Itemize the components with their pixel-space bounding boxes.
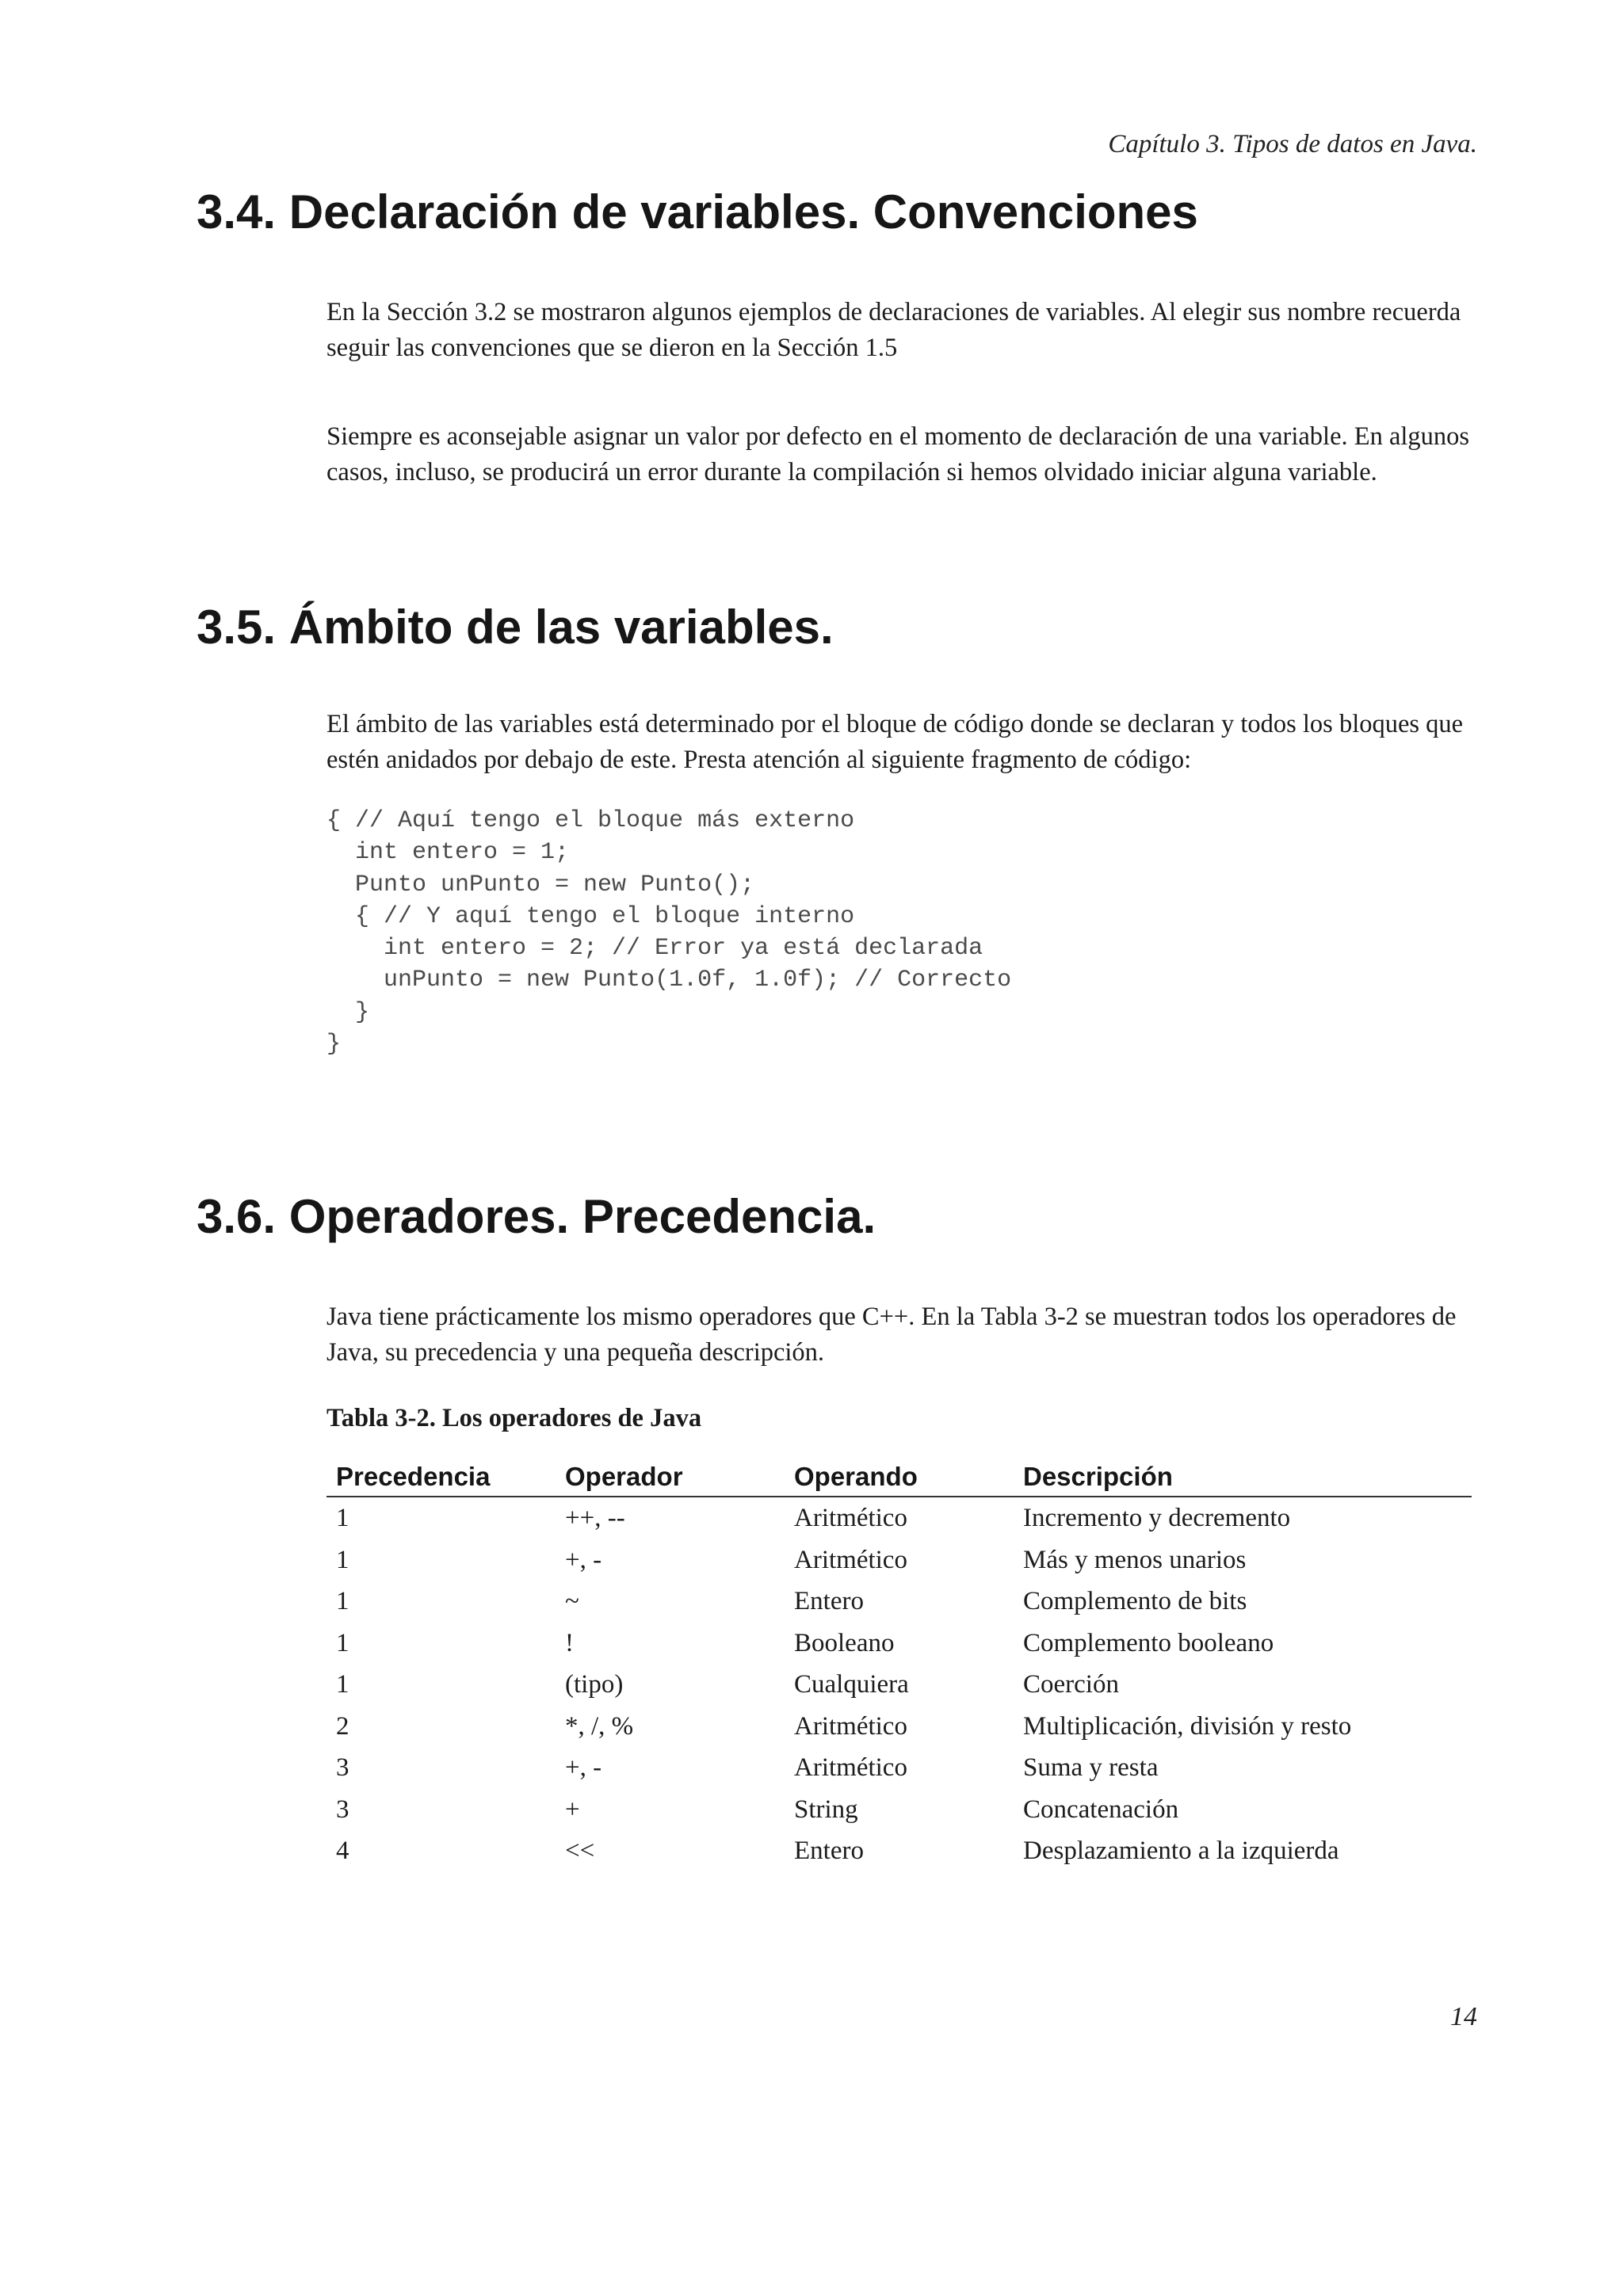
cell-descripcion: Multiplicación, división y resto xyxy=(1023,1711,1352,1741)
section-3-4-paragraph-1: En la Sección 3.2 se mostraron algunos ejemplos de declaraciones de variables. Al elegir sus nombre recuerda seguir las convenciones que se dieron en la Sección 1.5 xyxy=(327,298,1461,362)
table-row xyxy=(327,1539,1472,1581)
column-header-precedencia: Precedencia xyxy=(327,1461,556,1497)
table-row xyxy=(327,1497,1472,1539)
cell-operador: ~ xyxy=(565,1587,579,1615)
table-row xyxy=(327,1706,1472,1748)
cell-descripcion: Concatenación xyxy=(1023,1794,1179,1824)
cell-operando: Booleano xyxy=(794,1628,895,1657)
cell-operando: Entero xyxy=(794,1587,864,1615)
cell-operador: (tipo) xyxy=(565,1670,624,1699)
code-line: int entero = 2; // Error ya está declarada xyxy=(327,935,983,963)
cell-operador: +, - xyxy=(565,1545,602,1574)
cell-precedencia: 1 xyxy=(336,1587,349,1615)
code-line: } xyxy=(327,998,370,1026)
cell-descripcion: Complemento de bits xyxy=(1023,1587,1247,1615)
column-header-descripcion: Descripción xyxy=(1014,1461,1472,1497)
cell-precedencia: 2 xyxy=(336,1711,349,1741)
table-caption: Tabla 3-2. Los operadores de Java xyxy=(327,1404,702,1432)
page-number: 14 xyxy=(1450,2002,1477,2031)
cell-operando: Aritmético xyxy=(794,1753,907,1782)
cell-operando: Entero xyxy=(794,1836,864,1865)
cell-operando: String xyxy=(794,1794,858,1824)
column-header-operador: Operador xyxy=(556,1461,785,1497)
section-heading-3-5: 3.5. Ámbito de las variables. xyxy=(197,601,834,654)
code-line: { // Aquí tengo el bloque más externo xyxy=(327,807,855,834)
code-line: unPunto = new Punto(1.0f, 1.0f); // Correcto xyxy=(327,967,1012,994)
table-row xyxy=(327,1747,1472,1789)
cell-precedencia: 1 xyxy=(336,1670,349,1699)
cell-descripcion: Complemento booleano xyxy=(1023,1628,1274,1657)
cell-precedencia: 3 xyxy=(336,1794,349,1824)
table-row xyxy=(327,1623,1472,1665)
table-row xyxy=(327,1581,1472,1623)
code-line: { // Y aquí tengo el bloque interno xyxy=(327,902,855,930)
cell-precedencia: 1 xyxy=(336,1628,349,1657)
cell-operador: ! xyxy=(565,1628,574,1657)
operators-table xyxy=(327,1461,1472,1872)
cell-operando: Aritmético xyxy=(794,1504,907,1532)
cell-operador: +, - xyxy=(565,1753,602,1782)
cell-precedencia: 1 xyxy=(336,1504,349,1532)
cell-descripcion: Coerción xyxy=(1023,1670,1119,1699)
cell-descripcion: Suma y resta xyxy=(1023,1753,1159,1782)
table-row xyxy=(327,1830,1472,1872)
cell-operador: + xyxy=(565,1794,580,1824)
table-row xyxy=(327,1789,1472,1831)
table-row xyxy=(327,1664,1472,1706)
cell-operador: ++, -- xyxy=(565,1504,625,1532)
section-3-5-paragraph-1: El ámbito de las variables está determinado por el bloque de código donde se declaran y todos los bloques que estén anidados por debajo de este. Presta atención al siguiente fragmento de código: xyxy=(327,710,1464,774)
cell-operando: Aritmético xyxy=(794,1711,907,1741)
section-heading-3-4: 3.4. Declaración de variables. Convenciones xyxy=(197,185,1198,238)
cell-descripcion: Incremento y decremento xyxy=(1023,1504,1291,1532)
section-heading-3-6: 3.6. Operadores. Precedencia. xyxy=(197,1190,876,1243)
code-line: Punto unPunto = new Punto(); xyxy=(327,871,755,898)
cell-precedencia: 3 xyxy=(336,1753,349,1782)
column-header-operando: Operando xyxy=(785,1461,1014,1497)
code-line: } xyxy=(327,1031,342,1058)
section-3-6-paragraph-1: Java tiene prácticamente los mismo operadores que C++. En la Tabla 3-2 se muestran todos los operadores de Java, su precedencia y una pequeña descripción. xyxy=(327,1302,1457,1367)
cell-operando: Cualquiera xyxy=(794,1670,909,1699)
cell-operando: Aritmético xyxy=(794,1545,907,1574)
running-header: Capítulo 3. Tipos de datos en Java. xyxy=(1108,130,1477,158)
cell-precedencia: 1 xyxy=(336,1545,349,1574)
cell-precedencia: 4 xyxy=(336,1836,349,1865)
code-line: int entero = 1; xyxy=(327,839,570,867)
cell-descripcion: Más y menos unarios xyxy=(1023,1545,1247,1574)
code-block xyxy=(327,805,1011,1060)
cell-operador: << xyxy=(565,1836,595,1865)
table-header-row xyxy=(327,1461,1472,1497)
cell-descripcion: Desplazamiento a la izquierda xyxy=(1023,1836,1339,1865)
cell-operador: *, /, % xyxy=(565,1711,634,1741)
section-3-4-paragraph-2: Siempre es aconsejable asignar un valor por defecto en el momento de declaración de una variable. En algunos casos, incluso, se producirá un error durante la compilación si hemos olvidado iniciar alguna variable. xyxy=(327,422,1470,486)
